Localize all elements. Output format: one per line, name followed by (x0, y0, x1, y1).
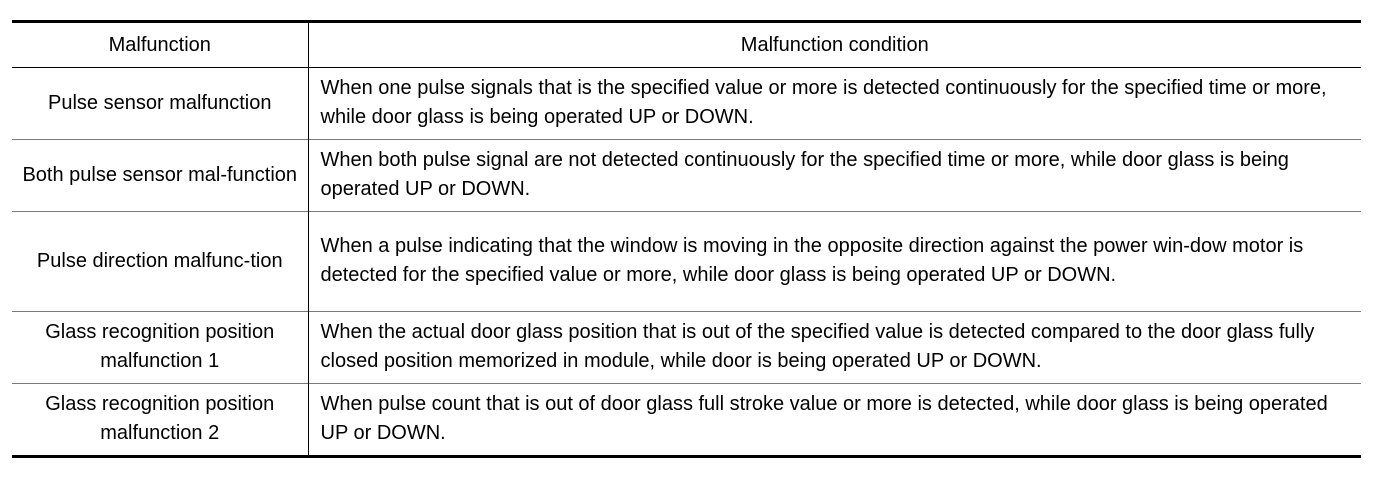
condition-cell: When the actual door glass position that is out of the specified value is detected compared to the door glass fully closed position memorized in module, while door is being operated UP or DOWN. (308, 312, 1361, 384)
malfunction-cell: Both pulse sensor mal-function (12, 140, 308, 212)
malfunction-cell: Pulse direction malfunc-tion (12, 212, 308, 312)
malfunction-cell: Glass recognition position malfunction 2 (12, 384, 308, 457)
malfunction-table (12, 20, 1361, 458)
table-row (12, 140, 1361, 212)
table-row (12, 312, 1361, 384)
table-row (12, 384, 1361, 457)
header-malfunction: Malfunction (12, 22, 308, 68)
table-row (12, 68, 1361, 140)
condition-cell: When a pulse indicating that the window is moving in the opposite direction against the power win-dow motor is detected for the specified value or more, while door glass is being operated UP or DOWN. (308, 212, 1361, 312)
condition-cell: When pulse count that is out of door glass full stroke value or more is detected, while door glass is being operated UP or DOWN. (308, 384, 1361, 457)
condition-cell: When both pulse signal are not detected continuously for the specified time or more, while door glass is being operated UP or DOWN. (308, 140, 1361, 212)
table-row (12, 212, 1361, 312)
table-header-row (12, 22, 1361, 68)
malfunction-cell: Pulse sensor malfunction (12, 68, 308, 140)
header-malfunction-condition: Malfunction condition (308, 22, 1361, 68)
malfunction-cell: Glass recognition position malfunction 1 (12, 312, 308, 384)
condition-cell: When one pulse signals that is the specified value or more is detected continuously for the specified time or more, while door glass is being operated UP or DOWN. (308, 68, 1361, 140)
